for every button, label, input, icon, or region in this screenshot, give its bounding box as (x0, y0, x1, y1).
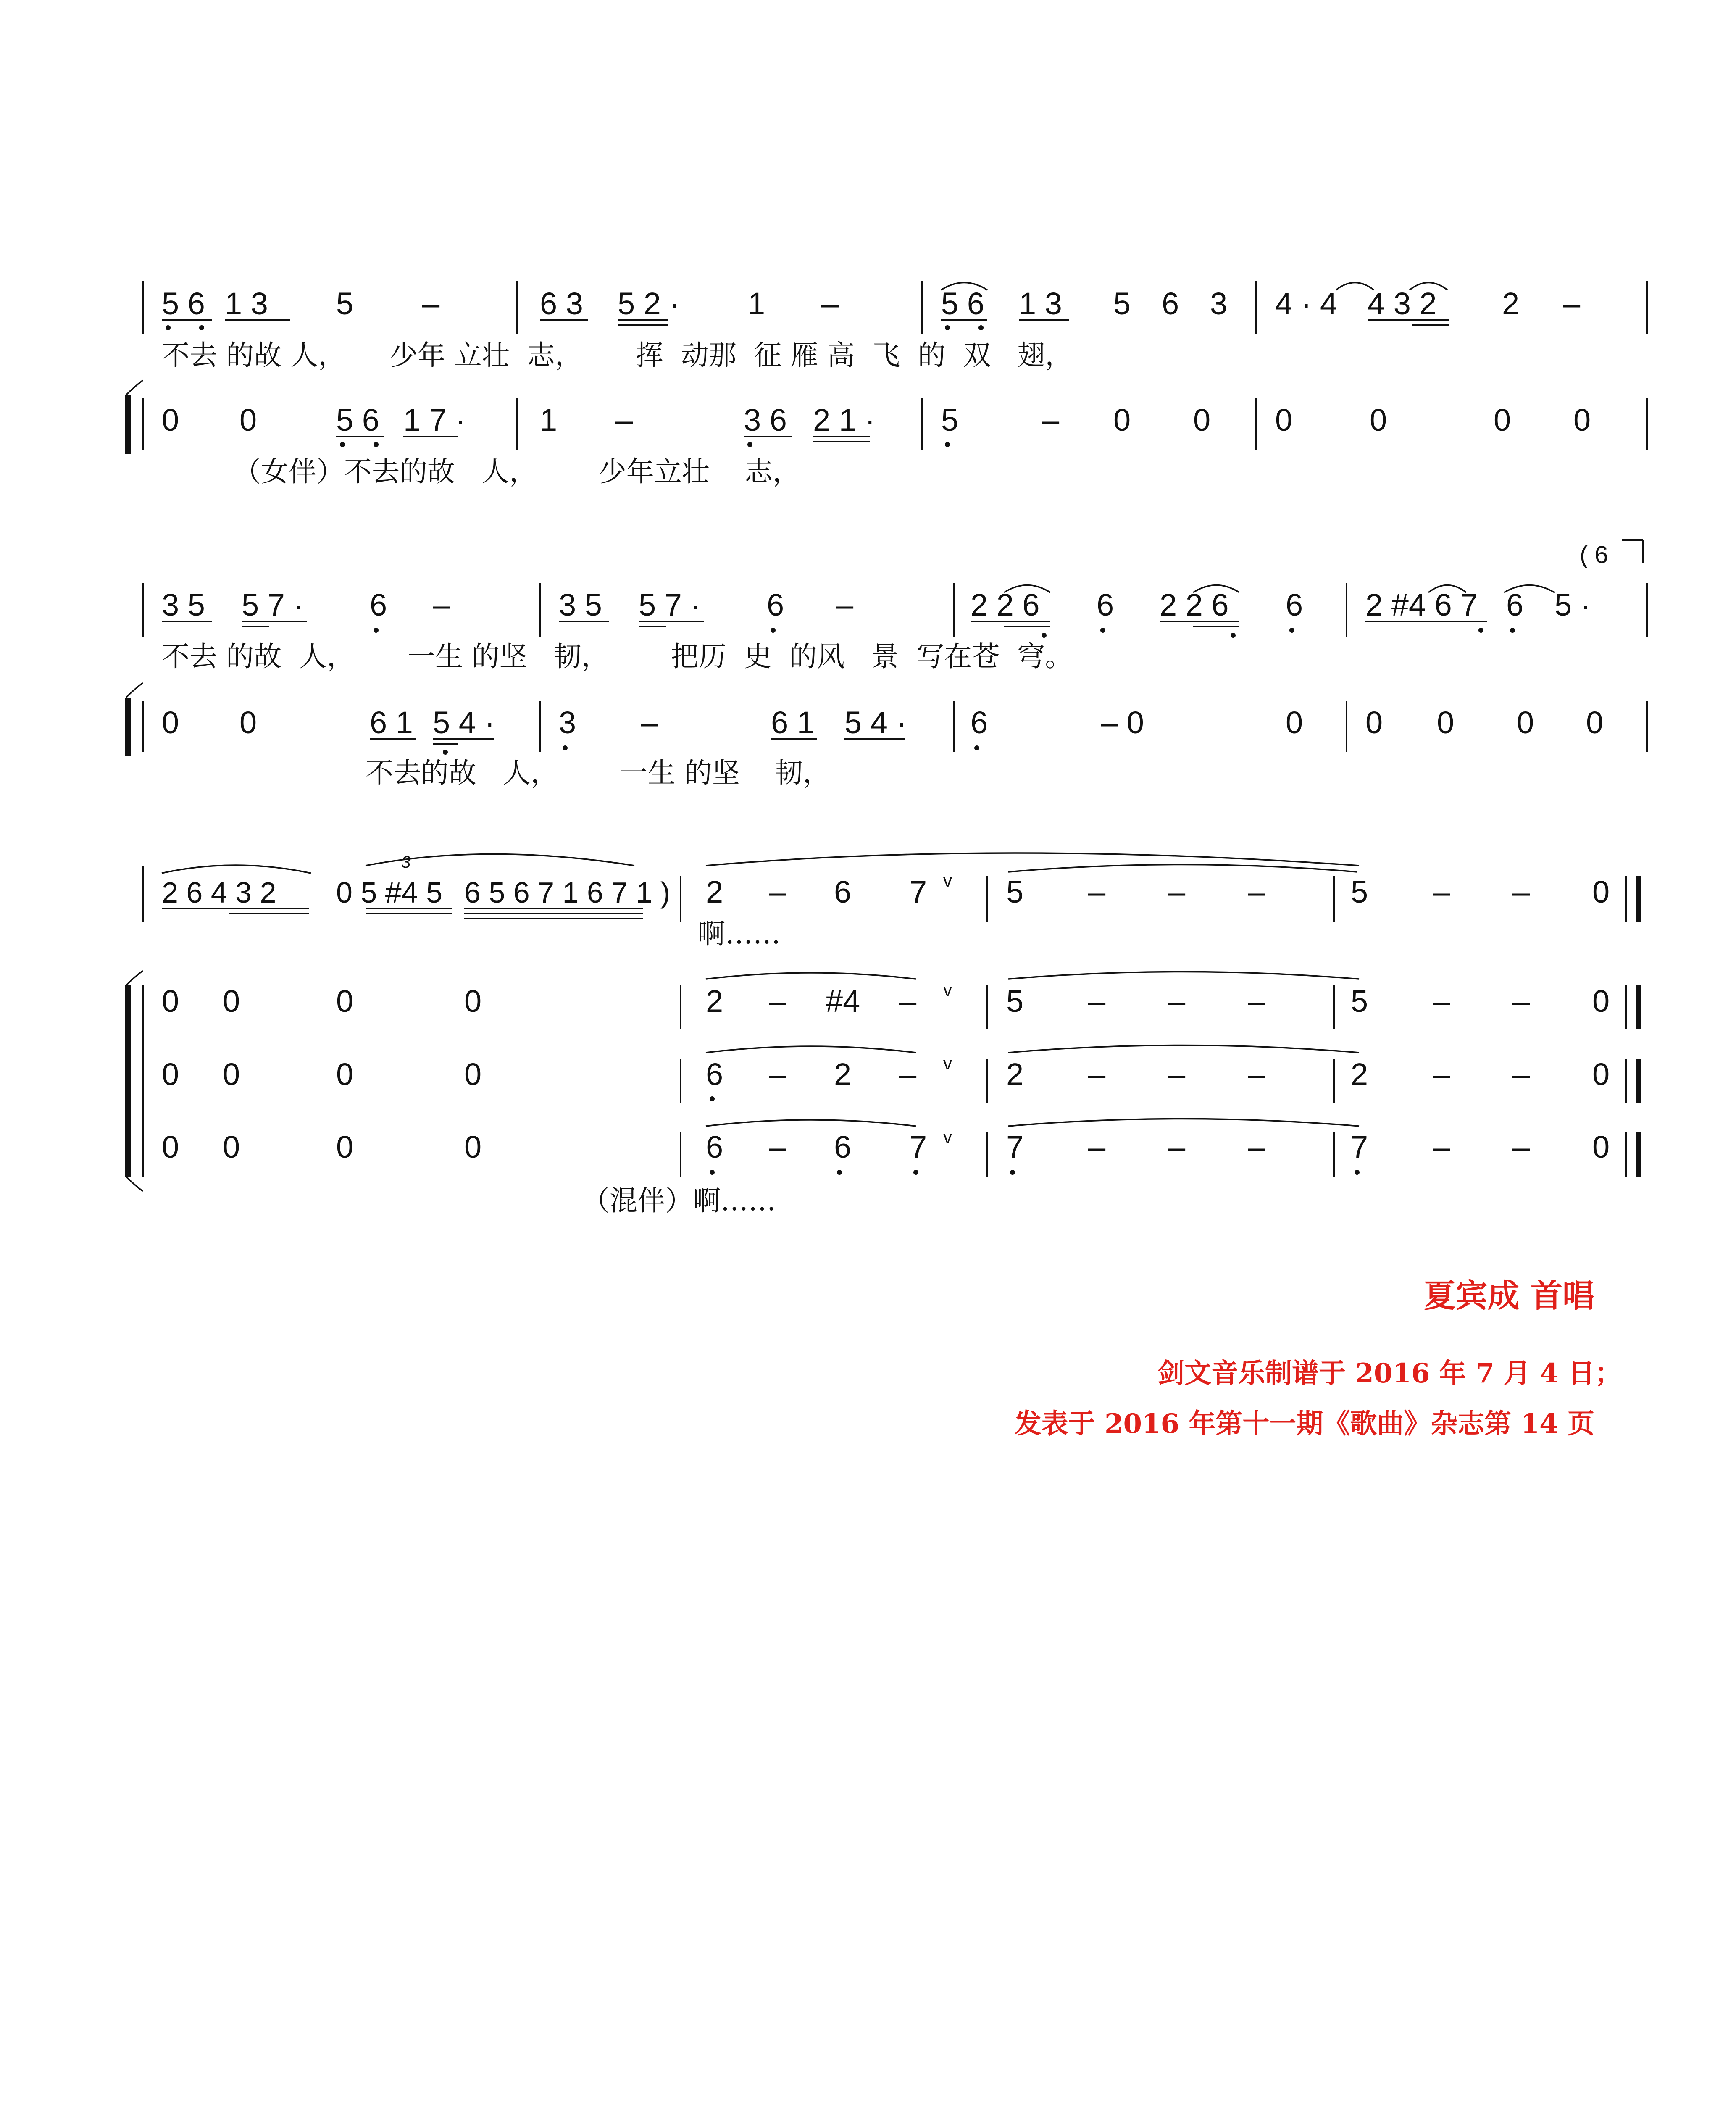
note-group: 0 (162, 403, 179, 437)
note-group: – (769, 1057, 786, 1092)
system-3-choir-row-2 (162, 1045, 1610, 1102)
note-group: 6 (706, 1129, 723, 1164)
system-1-voice1-notes (162, 286, 1581, 321)
system-2-voice1-notes (162, 587, 1591, 622)
note-group: 1 (540, 403, 558, 437)
note-group: 2 2 6 (971, 587, 1040, 622)
note-group: 0 (1586, 705, 1604, 740)
note-group: – (1248, 874, 1265, 909)
note-group: – (615, 403, 633, 437)
note-group: 0 (223, 1129, 240, 1164)
note-group: 5 · (1555, 587, 1591, 622)
note-group: 0 5 #4 5 (336, 876, 442, 909)
note-group: 5 (1113, 286, 1131, 321)
system-2-voice2-notes (162, 705, 1603, 740)
note-group: 2 (706, 984, 723, 1019)
note-group: – (1088, 1057, 1106, 1092)
note-group: – (422, 286, 440, 321)
note-group: – (1248, 1129, 1265, 1164)
note-group: 3 6 (744, 403, 787, 437)
note-group: – (1168, 874, 1186, 909)
note-group: – (433, 587, 450, 622)
note-group: – (899, 1057, 917, 1092)
note-group: 6 (1097, 587, 1114, 622)
system-3-choir-row-3 (162, 1119, 1610, 1175)
note-group: 1 (748, 286, 765, 321)
note-group: 0 (464, 984, 482, 1019)
note-group: 0 (1193, 403, 1211, 437)
note-group: 5 7 · (639, 587, 701, 622)
note-group: 0 (223, 1057, 240, 1092)
note-group: 2 6 4 3 2 (162, 876, 276, 909)
svg-text:v: v (943, 1053, 952, 1073)
note-group: 6 (971, 705, 988, 740)
note-group: 6 (834, 1129, 852, 1164)
credit-line-1: 剑文音乐制谱于 2016 年 7 月 4 日； (1157, 1358, 1622, 1389)
note-group: 5 (1351, 874, 1368, 909)
note-group: 0 (336, 1129, 354, 1164)
note-group: 0 (336, 984, 354, 1019)
note-group: – (899, 984, 917, 1019)
note-group: – (1433, 984, 1450, 1019)
svg-text:v: v (943, 980, 952, 1000)
note-group: 1 3 (1019, 286, 1062, 321)
note-group: 0 (1517, 705, 1534, 740)
note-group: 0 (1437, 705, 1455, 740)
note-group: 1 7 · (403, 403, 466, 437)
system-3 (126, 853, 1639, 1217)
note-group: 6 (767, 587, 784, 622)
note-group: 0 (1592, 1129, 1610, 1164)
system-1-voice2-marks (336, 437, 950, 447)
credit-line-2: 发表于 2016 年第十一期《歌曲》杂志第 14 页 (1014, 1408, 1594, 1440)
note-group: 5 (1006, 874, 1024, 909)
note-group: 0 (162, 984, 179, 1019)
note-group: 3 5 (559, 587, 602, 622)
note-group: 0 (1592, 874, 1610, 909)
note-group: – (1168, 984, 1186, 1019)
note-group: 5 4 · (433, 705, 495, 740)
credits (1015, 1277, 1622, 1440)
note-group: – (1433, 1057, 1450, 1092)
note-group: 0 (464, 1057, 482, 1092)
note-group: 6 1 (771, 705, 814, 740)
note-group: – (1433, 874, 1450, 909)
note-group: 0 (1494, 403, 1511, 437)
note-group: 2 (706, 874, 723, 909)
note-group: 4 3 2 (1368, 286, 1437, 321)
note-group: 0 (464, 1129, 482, 1164)
note-group: 5 (336, 286, 354, 321)
note-group: 0 (1592, 984, 1610, 1019)
note-group: 5 6 (941, 286, 984, 321)
pickup-note: ( 6 (1580, 541, 1608, 569)
note-group: 7 (910, 1129, 927, 1164)
note-group: 6 (370, 587, 387, 622)
note-group: 0 (1275, 403, 1293, 437)
note-group: 5 (1006, 984, 1024, 1019)
note-group: – (1088, 874, 1106, 909)
note-group: 2 2 6 (1160, 587, 1229, 622)
note-group: – 0 (1101, 705, 1144, 740)
note-group: 0 (162, 705, 179, 740)
note-group: 0 (162, 1057, 179, 1092)
note-group: – (769, 1129, 786, 1164)
system-3-intro (162, 853, 670, 919)
note-group: 2 (1502, 286, 1520, 321)
note-group: – (1563, 286, 1581, 321)
system-2-lyrics-voice2: 不去的故 人， 一生 的坚 韧， (366, 757, 831, 789)
note-group: 0 (239, 705, 257, 740)
note-group: 5 2 · (618, 286, 680, 321)
system-3-lyrics-choir: （混伴）啊…… (582, 1185, 776, 1217)
note-group: – (1168, 1057, 1186, 1092)
note-group: 0 (1286, 705, 1303, 740)
svg-text:v: v (943, 1127, 952, 1147)
note-group: 4 · 4 (1275, 286, 1338, 321)
note-group: 2 #4 6 7 (1365, 587, 1478, 622)
note-group: 6 5 6 7 1 6 7 1 ) (464, 876, 671, 909)
note-group: 5 (1351, 984, 1368, 1019)
svg-text:v: v (943, 871, 952, 890)
note-group: 7 (910, 874, 927, 909)
note-group: 0 (1592, 1057, 1610, 1092)
note-group: 0 (1113, 403, 1131, 437)
note-group: 6 (1506, 587, 1524, 622)
note-group: 0 (1573, 403, 1591, 437)
note-group: – (1042, 403, 1060, 437)
note-group: 5 6 (336, 403, 379, 437)
note-group: 6 (1162, 286, 1179, 321)
note-group: 2 (834, 1057, 852, 1092)
note-group: 5 (941, 403, 959, 437)
note-group: 5 6 (162, 286, 205, 321)
note-group: – (1088, 1129, 1106, 1164)
note-group: – (769, 984, 786, 1019)
note-group: 3 5 (162, 587, 205, 622)
svg-text:3: 3 (401, 853, 411, 871)
singer-credit: 夏宾成 首唱 (1423, 1277, 1594, 1314)
note-group: 3 (1210, 286, 1228, 321)
system-3-voice1-notes (706, 874, 1610, 909)
note-group: 6 (834, 874, 852, 909)
note-group: 3 (559, 705, 576, 740)
note-group: 0 (1370, 403, 1387, 437)
note-group: 6 (706, 1057, 723, 1092)
note-group: 6 3 (540, 286, 583, 321)
note-group: 6 1 (370, 705, 413, 740)
note-group: 2 (1351, 1057, 1368, 1092)
note-group: 5 7 · (242, 587, 304, 622)
note-group: 0 (1365, 705, 1383, 740)
note-group: – (1168, 1129, 1186, 1164)
note-group: – (836, 587, 854, 622)
system-1 (126, 281, 1647, 488)
note-group: 1 3 (225, 286, 268, 321)
note-group: – (1512, 1057, 1530, 1092)
note-group: 2 (1006, 1057, 1024, 1092)
note-group: 5 4 · (844, 705, 907, 740)
note-group: 2 1 · (813, 403, 876, 437)
system-3-choir-row-1 (162, 972, 1610, 1019)
note-group: – (1248, 1057, 1265, 1092)
note-group: 0 (223, 984, 240, 1019)
note-group: 7 (1006, 1129, 1024, 1164)
note-group: 7 (1351, 1129, 1368, 1164)
note-group: 0 (162, 1129, 179, 1164)
note-group: – (1433, 1129, 1450, 1164)
note-group: #4 (826, 984, 860, 1019)
note-group: 0 (239, 403, 257, 437)
note-group: – (1512, 1129, 1530, 1164)
system-1-voice2-notes (162, 403, 1591, 437)
system-2 (126, 540, 1647, 789)
note-group: – (1248, 984, 1265, 1019)
note-group: – (1512, 874, 1530, 909)
note-group: 6 (1286, 587, 1303, 622)
system-1-lyrics-voice1: 不去 的故 人， 少年 立壮 志， 挥 动那 征 雁 高 飞 的 双 翅， (162, 339, 1073, 371)
note-group: 0 (336, 1057, 354, 1092)
note-group: – (641, 705, 658, 740)
system-2-lyrics-voice1: 不去 的故 人， 一生 的坚 韧， 把历 史 的风 景 写在苍 穹。 (162, 640, 1073, 673)
note-group: – (1512, 984, 1530, 1019)
note-group: – (769, 874, 786, 909)
system-3-lyrics-voice1: 啊…… (697, 918, 781, 950)
system-1-lyrics-voice2: （女伴）不去的故 人， 少年立壮 志， (233, 455, 800, 488)
note-group: – (1088, 984, 1106, 1019)
system-2-voice2-marks (370, 739, 979, 755)
note-group: – (821, 286, 839, 321)
